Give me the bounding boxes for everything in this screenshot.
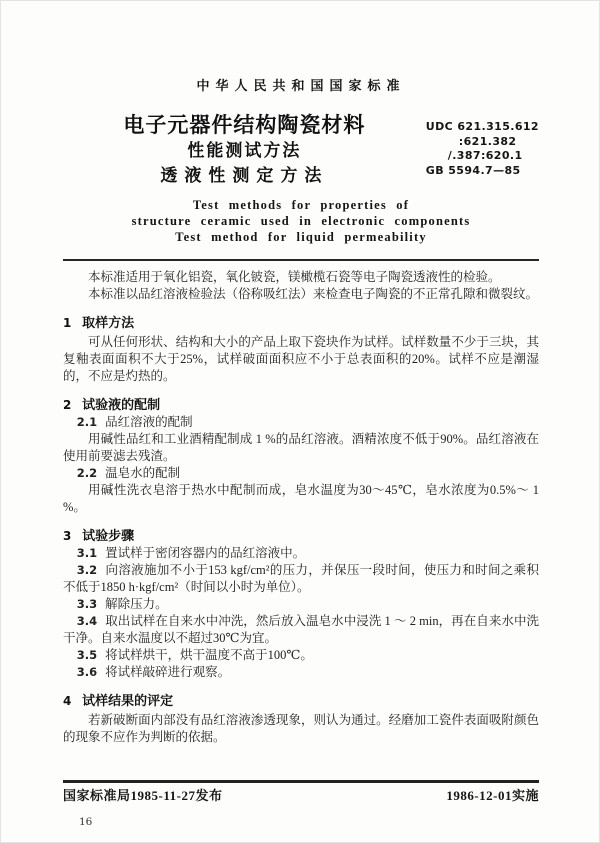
title-line-2: 性能测试方法 [187, 141, 302, 160]
issue-date: 国家标准局1985-11-27发布 [63, 788, 223, 803]
document-body [63, 269, 539, 746]
content-spacer [63, 746, 539, 750]
section-4-title: 试样结果的评定 [82, 693, 174, 708]
implementation-date: 1986-12-01实施 [446, 788, 539, 803]
section-2-number: 2 [63, 398, 72, 412]
step-3-4-number: 3.4 [76, 614, 98, 628]
step-3-1-number: 3.1 [76, 546, 98, 560]
step-3-6-body: 将试样敲碎进行观察。 [105, 665, 231, 679]
step-3-4-body: 取出试样在自来水中冲洗，然后放入温皂水中浸洗 1 ～ 2 min，再在自来水中洗干净。自来水温度以不超过30℃为宜。 [63, 614, 539, 645]
title-block [63, 112, 539, 188]
subsection-2-2-number: 2.2 [76, 466, 98, 480]
section-2-title: 试验液的配制 [82, 397, 161, 412]
section-3-title: 试验步骤 [82, 528, 135, 543]
subsection-2-1-body: 用碱性品红和工业酒精配制成 1 %的品红溶液。酒精浓度不低于90%。品红溶液在使用前要滤去残渣。 [63, 432, 539, 463]
step-3-4 [63, 613, 539, 647]
step-3-1 [63, 545, 539, 562]
intro-paragraph-1: 本标准适用于氧化铝瓷，氧化铍瓷，镁橄榄石瓷等电子陶瓷透液性的检验。 [88, 270, 501, 284]
document-title [63, 112, 426, 188]
udc-code-line-1: UDC 621.315.612 [425, 120, 539, 133]
step-3-1-body: 置试样于密闭容器内的品红溶液中。 [105, 546, 306, 560]
section-4-heading [63, 692, 539, 710]
section-3-number: 3 [63, 529, 72, 543]
section-2-heading [63, 396, 539, 414]
title-line-3: 透液性测定方法 [160, 165, 329, 185]
subsection-2-2-body: 用碱性洗衣皂溶于热水中配制而成，皂水温度为30～45℃，皂水浓度为0.5%～ 1 %。 [63, 483, 539, 514]
subsection-2-2-title: 温皂水的配制 [105, 466, 181, 480]
section-3-heading [63, 527, 539, 545]
section-1-heading [63, 314, 539, 332]
step-3-5-number: 3.5 [76, 648, 98, 662]
udc-code-line-2: :621.382 [458, 134, 517, 148]
section-1-paragraph: 可从任何形状、结构和大小的产品上取下瓷块作为试样。试样数量不少于三块，其复釉表面面积不大于25%，试样破面面积应不小于总表面积的20%。试样不应是潮湿的，不应是灼热的。 [63, 335, 539, 383]
step-3-2-body: 向溶液施加不小于153 kgf/cm²的压力，并保压一段时间，使压力和时间之乘积不低于1850 h·kgf/cm²（时间以小时为单位）。 [63, 563, 539, 594]
step-3-3-number: 3.3 [76, 597, 98, 611]
step-3-2 [63, 562, 539, 596]
gb-standard-number: GB 5594.7—85 [425, 163, 521, 177]
step-3-5 [63, 647, 539, 664]
section-4-paragraph: 若新破断面内部没有品红溶液渗透现象，则认为通过。经磨加工瓷件表面吸附颜色的现象不应作为判断的依据。 [63, 713, 539, 744]
step-3-2-number: 3.2 [76, 563, 98, 577]
subsection-2-1-title: 品红溶液的配制 [105, 415, 193, 429]
header-divider-rule [63, 259, 539, 261]
footer [63, 787, 539, 805]
subsection-2-1-number: 2.1 [76, 415, 98, 429]
english-title [63, 197, 539, 245]
subsection-2-1-heading [63, 414, 539, 431]
section-4-number: 4 [63, 694, 72, 708]
english-title-line-2: structure ceramic used in electronic components [131, 214, 471, 228]
udc-code-line-3: /.387:620.1 [447, 149, 523, 162]
section-1-number: 1 [63, 316, 72, 330]
title-line-1: 电子元器件结构陶瓷材料 [123, 113, 366, 137]
footer-divider-rule [63, 780, 539, 783]
step-3-3-body: 解除压力。 [105, 597, 168, 611]
classification-codes [426, 112, 539, 188]
english-title-line-3: Test method for liquid permeability [175, 230, 427, 244]
national-standard-header: 中华人民共和国国家标准 [196, 78, 406, 93]
subsection-2-2-heading [63, 465, 539, 482]
step-3-6 [63, 664, 539, 681]
page-number: 16 [79, 816, 93, 828]
intro-paragraph-2: 本标准以品红溶液检验法（俗称吸红法）来检查电子陶瓷的不正常孔隙和微裂纹。 [88, 287, 539, 301]
section-1-title: 取样方法 [82, 315, 135, 330]
step-3-6-number: 3.6 [76, 665, 98, 679]
step-3-5-body: 将试样烘干，烘干温度不高于100℃。 [105, 648, 313, 662]
english-title-line-1: Test methods for properties of [192, 198, 410, 212]
step-3-3 [63, 596, 539, 613]
